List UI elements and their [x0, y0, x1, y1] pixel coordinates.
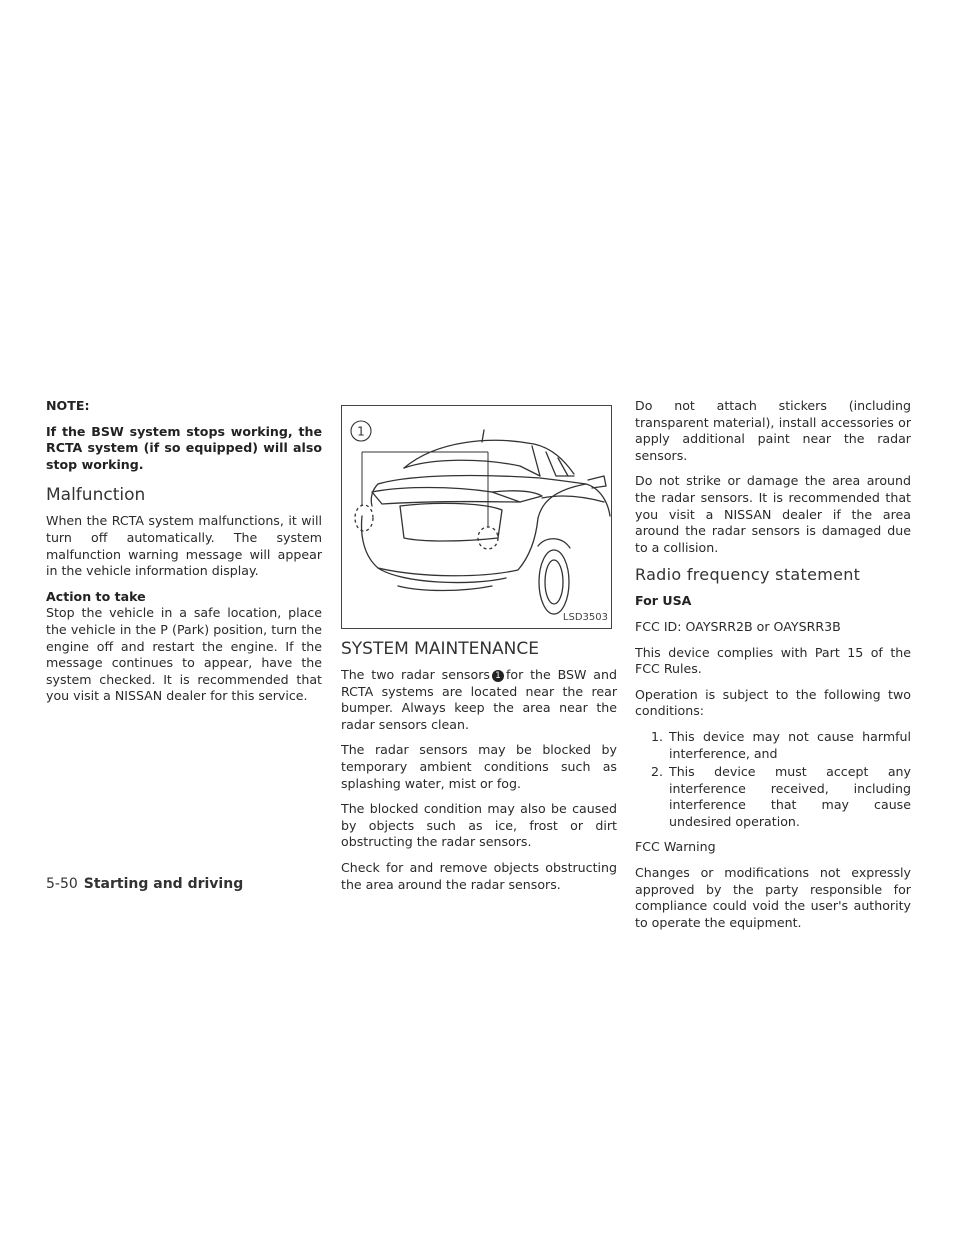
maintenance-p3: The blocked condition may also be caused by objects such as ice, frost or dirt obstructing the radar sensors. — [341, 801, 617, 850]
operation-text: Operation is subject to the following two conditions: — [635, 686, 911, 719]
list-item-text: This device must accept any interference received, including interference that may cause undesired operation. — [669, 764, 911, 829]
fcc-id: FCC ID: OAYSRR2B or OAYSRR3B — [635, 618, 841, 634]
note-text: If the BSW system stops working, the RCTA system (if so equipped) will also stop working. — [46, 423, 322, 472]
conditions-list — [635, 729, 911, 831]
column-middle — [341, 398, 617, 902]
note-label: NOTE: — [46, 398, 90, 413]
stickers-text: Do not attach stickers (including transparent material), install accessories or apply additional paint near the radar sensors. — [635, 398, 911, 463]
maintenance-p2: The radar sensors may be blocked by temporary ambient conditions such as splashing water, mist or fog. — [341, 742, 617, 791]
section-title: Starting and driving — [83, 876, 244, 892]
fcc-warning-label: FCC Warning — [635, 839, 716, 855]
page-footer — [46, 876, 243, 892]
malfunction-text: When the RCTA system malfunctions, it will turn off automatically. The system malfunction warning message will appear in the vehicle information display. — [46, 513, 322, 579]
changes-text: Changes or modifications not expressly approved by the party responsible for compliance could void the user's authority to operate the equipment. — [635, 865, 911, 930]
list-item-number: 2. — [650, 764, 663, 780]
action-text: Stop the vehicle in a safe location, place the vehicle in the P (Park) position, turn the engine off and restart the engine. If the message continues to appear, have the system checked. It is recommended that you visit a NISSAN dealer for this service. — [46, 605, 322, 704]
maintenance-p1-after: for the BSW and RCTA systems are located near the rear bumper. Always keep the area near the radar sensors clean. — [341, 667, 617, 732]
column-right — [635, 398, 911, 940]
list-item-number: 1. — [650, 728, 663, 744]
list-item — [635, 729, 911, 762]
malfunction-heading: Malfunction — [46, 485, 146, 506]
radar-sensor-figure — [341, 405, 612, 629]
radio-frequency-heading: Radio frequency statement — [635, 565, 861, 585]
maintenance-p1 — [341, 667, 617, 733]
figure-callout-label: 1 — [357, 424, 365, 439]
list-item-text: This device may not cause harmful interference, and — [669, 728, 911, 761]
maintenance-p4: Check for and remove objects obstructing the area around the radar sensors. — [341, 859, 617, 892]
damage-text: Do not strike or damage the area around the radar sensors. It is recommended that you visit a NISSAN dealer if the area around the radar sensors is damaged due to a collision. — [635, 473, 911, 555]
column-left — [46, 398, 322, 714]
car-rear-illustration — [342, 406, 611, 628]
callout-1-marker: 1 — [492, 670, 504, 682]
maintenance-p1-before: The two radar sensors — [341, 667, 490, 682]
system-maintenance-heading: SYSTEM MAINTENANCE — [341, 639, 539, 659]
list-item — [635, 764, 911, 830]
action-label: Action to take — [46, 588, 146, 604]
complies-text: This device complies with Part 15 of the FCC Rules. — [635, 644, 911, 677]
for-usa-label: For USA — [635, 593, 692, 609]
page-number: 5-50 — [46, 876, 78, 892]
figure-id: LSD3503 — [562, 612, 608, 624]
